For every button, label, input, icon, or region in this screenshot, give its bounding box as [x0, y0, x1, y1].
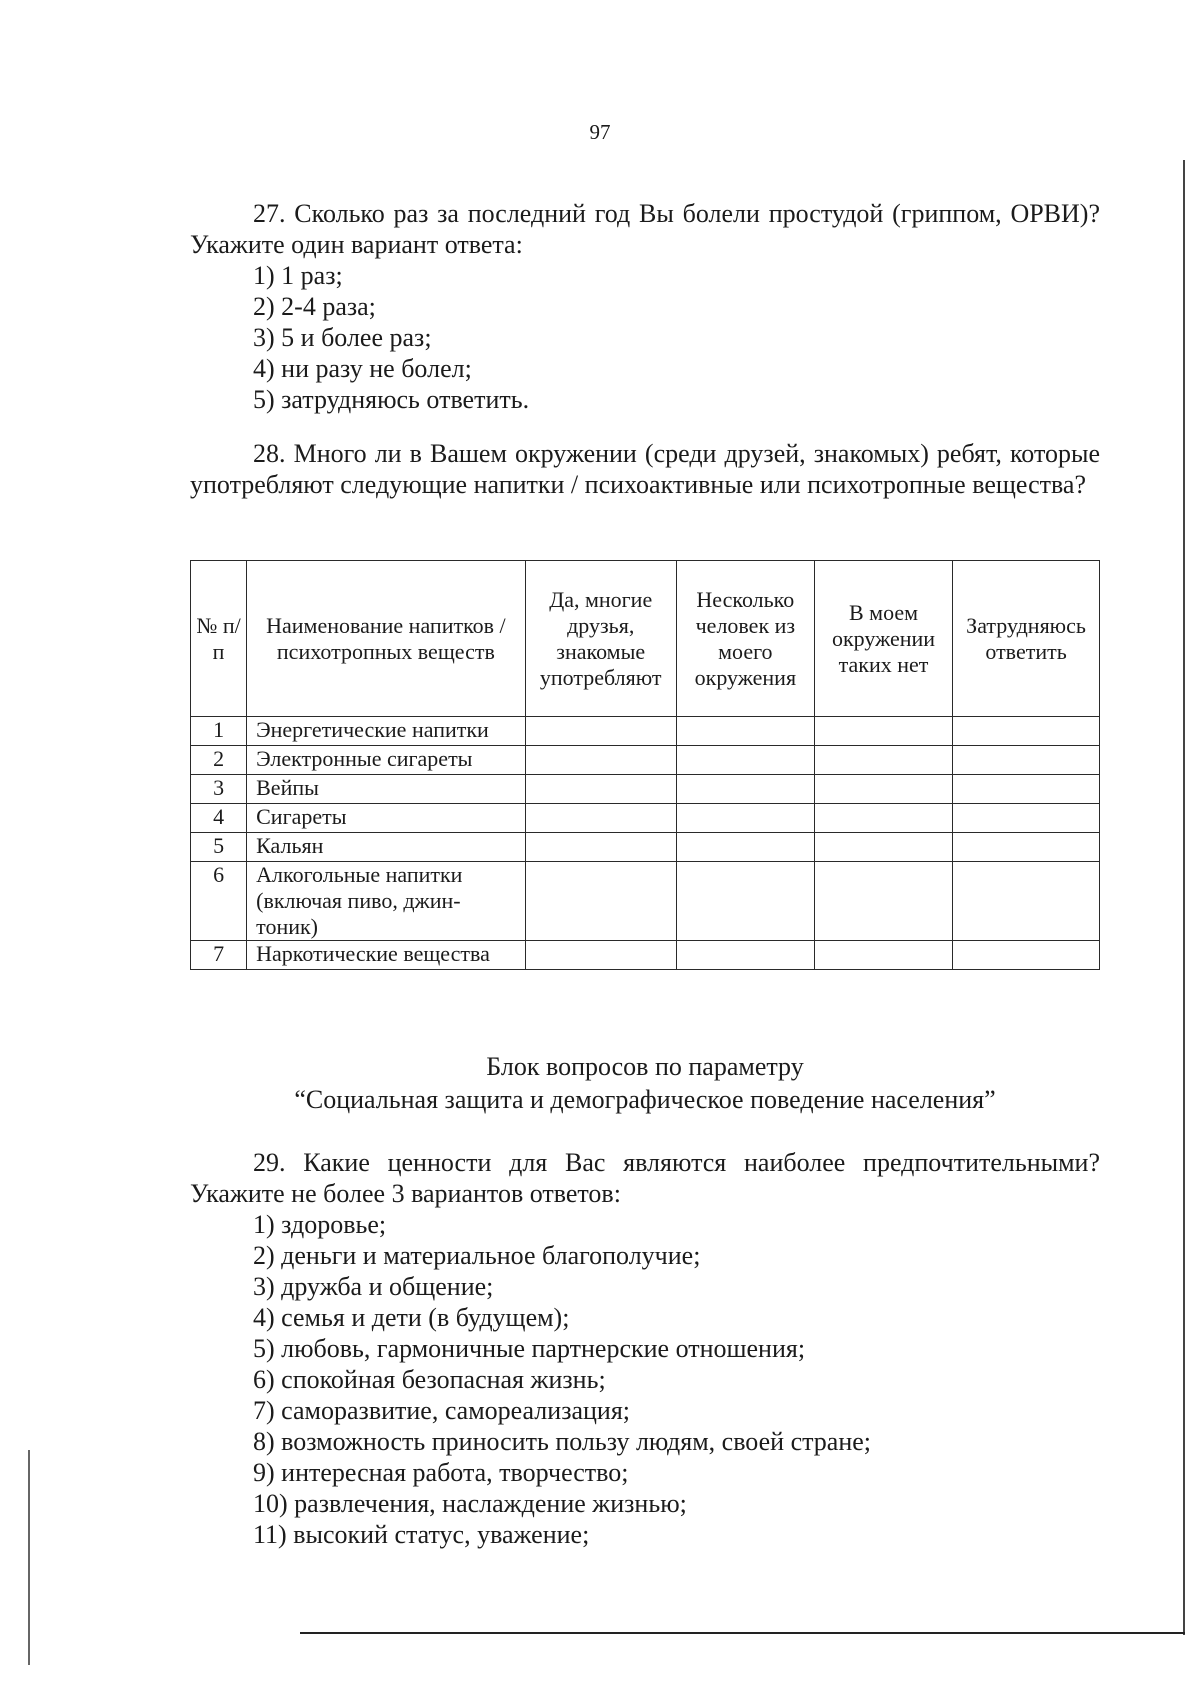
row-substance-name: Электронные сигареты: [247, 746, 526, 775]
question-27-text: 27. Сколько раз за последний год Вы болели простудой (гриппом, ОРВИ)? Укажите один вариант ответа:: [190, 199, 1100, 259]
answer-cell-hard-to-answer[interactable]: [953, 804, 1100, 833]
answer-option: 1) 1 раз;: [253, 261, 343, 290]
answer-cell-many-friends[interactable]: [525, 833, 676, 862]
answer-cell-hard-to-answer[interactable]: [953, 862, 1100, 941]
answer-cell-several-people[interactable]: [676, 833, 814, 862]
question-29-text: 29. Какие ценности для Вас являются наиболее предпочтительными? Укажите не более 3 вариантов ответов:: [190, 1148, 1100, 1208]
section-heading-line-2: “Социальная защита и демографическое поведение населения”: [294, 1085, 996, 1114]
answer-option: 5) затрудняюсь ответить.: [253, 385, 530, 414]
answer-cell-several-people[interactable]: [676, 804, 814, 833]
answer-option: 9) интересная работа, творчество;: [253, 1458, 629, 1487]
answer-cell-hard-to-answer[interactable]: [953, 833, 1100, 862]
row-number: 1: [191, 717, 247, 746]
table-row: [191, 941, 1100, 970]
scan-margin-line-left: [28, 1450, 30, 1665]
header-number: № п/п: [191, 561, 247, 717]
table-row: [191, 804, 1100, 833]
answer-cell-hard-to-answer[interactable]: [953, 941, 1100, 970]
row-substance-name: Энергетические напитки: [247, 717, 526, 746]
answer-option: 4) ни разу не болел;: [253, 354, 472, 383]
question-28-text: 28. Много ли в Вашем окружении (среди друзей, знакомых) ребят, которые употребляют следующие напитки / психоактивные или психотропные вещества?: [190, 439, 1100, 499]
section-heading: [190, 1050, 1100, 1116]
answer-option: 4) семья и дети (в будущем);: [253, 1303, 570, 1332]
table-row: [191, 775, 1100, 804]
answer-option: 2) деньги и материальное благополучие;: [253, 1241, 701, 1270]
answer-option: 7) саморазвитие, самореализация;: [253, 1396, 631, 1425]
answer-option: 5) любовь, гармоничные партнерские отношения;: [253, 1334, 806, 1363]
answer-option: 3) дружба и общение;: [253, 1272, 494, 1301]
answer-cell-several-people[interactable]: [676, 775, 814, 804]
answer-cell-none-in-circle[interactable]: [814, 775, 952, 804]
answer-cell-several-people[interactable]: [676, 746, 814, 775]
scan-bottom-edge-line: [300, 1632, 1185, 1634]
answer-cell-many-friends[interactable]: [525, 775, 676, 804]
row-number: 7: [191, 941, 247, 970]
answer-cell-many-friends[interactable]: [525, 862, 676, 941]
answer-option: 1) здоровье;: [253, 1210, 387, 1239]
table-header-row: [191, 561, 1100, 717]
answer-cell-none-in-circle[interactable]: [814, 941, 952, 970]
section-heading-line-1: Блок вопросов по параметру: [486, 1052, 804, 1081]
answer-cell-none-in-circle[interactable]: [814, 804, 952, 833]
answer-cell-hard-to-answer[interactable]: [953, 746, 1100, 775]
row-substance-name: Наркотические вещества: [247, 941, 526, 970]
answer-cell-many-friends[interactable]: [525, 717, 676, 746]
answer-cell-hard-to-answer[interactable]: [953, 775, 1100, 804]
question-27: [190, 198, 1100, 415]
answer-cell-many-friends[interactable]: [525, 804, 676, 833]
question-29-options: [190, 1209, 1100, 1550]
row-substance-name: Кальян: [247, 833, 526, 862]
answer-cell-none-in-circle[interactable]: [814, 862, 952, 941]
row-substance-name: Вейпы: [247, 775, 526, 804]
scan-margin-line-right: [1183, 160, 1185, 1635]
answer-option: 10) развлечения, наслаждение жизнью;: [253, 1489, 687, 1518]
header-several-people: Несколько человек из моего окружения: [676, 561, 814, 717]
header-substance-name: Наименование напитков / психотропных веществ: [247, 561, 526, 717]
answer-cell-hard-to-answer[interactable]: [953, 717, 1100, 746]
answer-option: 6) спокойная безопасная жизнь;: [253, 1365, 606, 1394]
row-substance-name: Алкогольные напитки (включая пиво, джин-тоник): [247, 862, 526, 941]
answer-cell-several-people[interactable]: [676, 941, 814, 970]
answer-option: 11) высокий статус, уважение;: [253, 1520, 590, 1549]
row-number: 3: [191, 775, 247, 804]
answer-cell-none-in-circle[interactable]: [814, 717, 952, 746]
answer-cell-many-friends[interactable]: [525, 941, 676, 970]
table-row: [191, 717, 1100, 746]
question-29: [190, 1147, 1100, 1550]
question-27-options: [190, 260, 1100, 415]
row-number: 4: [191, 804, 247, 833]
substances-table: [190, 560, 1100, 970]
answer-cell-several-people[interactable]: [676, 717, 814, 746]
table-row: [191, 833, 1100, 862]
answer-option: 8) возможность приносить пользу людям, своей стране;: [253, 1427, 872, 1456]
question-28: [190, 438, 1100, 500]
table-row: [191, 862, 1100, 941]
header-hard-to-answer: Затрудняюсь ответить: [953, 561, 1100, 717]
table-row: [191, 746, 1100, 775]
row-substance-name: Сигареты: [247, 804, 526, 833]
answer-option: 3) 5 и более раз;: [253, 323, 432, 352]
page-number: 97: [589, 120, 611, 144]
answer-cell-many-friends[interactable]: [525, 746, 676, 775]
answer-cell-none-in-circle[interactable]: [814, 833, 952, 862]
answer-cell-none-in-circle[interactable]: [814, 746, 952, 775]
answer-option: 2) 2-4 раза;: [253, 292, 376, 321]
row-number: 5: [191, 833, 247, 862]
row-number: 6: [191, 862, 247, 941]
header-many-friends: Да, многие друзья, знакомые употребляют: [525, 561, 676, 717]
header-none-in-circle: В моем окружении таких нет: [814, 561, 952, 717]
row-number: 2: [191, 746, 247, 775]
answer-cell-several-people[interactable]: [676, 862, 814, 941]
